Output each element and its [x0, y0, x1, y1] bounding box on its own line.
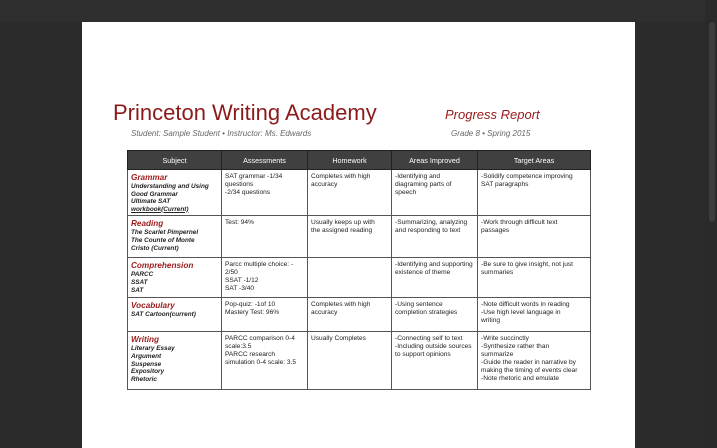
cell-line: -Guide the reader in narrative by: [481, 359, 576, 367]
areas-improved-cell: [392, 258, 478, 298]
areas-improved-cell: [392, 170, 478, 216]
areas-improved-cell: [392, 216, 478, 258]
cell-line: to support opinions: [395, 351, 451, 359]
subject-item: Understanding and Using: [131, 183, 209, 190]
table-row: [128, 332, 591, 390]
subject-name: Comprehension: [131, 261, 194, 271]
areas-improved-cell: [392, 332, 478, 390]
subject-name: Writing: [131, 335, 160, 345]
grade-term-line: Grade 8 • Spring 2015: [451, 129, 531, 138]
table-row: [128, 258, 591, 298]
cell-line: Usually keeps up with: [311, 219, 375, 227]
target-areas-cell: [478, 332, 591, 390]
cell-line: -Identifying and supporting: [395, 261, 473, 269]
cell-line: scale:3.5: [225, 343, 252, 351]
homework-cell: [308, 258, 392, 298]
scrollbar[interactable]: [705, 0, 717, 448]
subject-cell: [128, 258, 222, 298]
subject-item: The Scarlet Pimpernel: [131, 229, 199, 237]
subject-name: Vocabulary: [131, 301, 175, 311]
subject-item: Cristo (Current): [131, 244, 179, 252]
cell-line: and responding to text: [395, 227, 461, 235]
table-row: [128, 170, 591, 216]
subject-item: Suspense: [131, 360, 162, 368]
subject-cell: [128, 332, 222, 390]
cell-line: -Work through difficult text: [481, 219, 558, 227]
subject-item: Argument: [131, 352, 162, 360]
cell-line: SAT grammar -1/34: [225, 173, 283, 180]
assessments-cell: [222, 258, 308, 298]
cell-line: -Summarizing, analyzing: [395, 219, 468, 227]
cell-line: simulation 0-4 scale: 3.5: [225, 359, 297, 367]
assessments-cell: [222, 332, 308, 390]
cell-line: -Using sentence: [395, 301, 443, 309]
cell-line: -Connecting self to text: [395, 335, 463, 343]
cell-line: Completes with high: [311, 301, 371, 309]
target-areas-cell: [478, 216, 591, 258]
cell-line: PARCC research: [225, 351, 276, 359]
areas-improved-cell: [392, 298, 478, 332]
cell-line: -2/34 questions: [225, 189, 271, 196]
cell-line: questions: [225, 181, 254, 188]
subject-item: SSAT: [131, 278, 148, 286]
subject-item: PARCC: [131, 271, 154, 279]
cell-line: -Including outside sources: [395, 343, 472, 351]
report-label: Progress Report: [445, 107, 540, 122]
header-subject: Subject: [128, 151, 222, 170]
cell-line: -Note difficult words in reading: [481, 301, 570, 309]
cell-line: existence of theme: [395, 269, 451, 277]
cell-line: the assigned reading: [311, 227, 373, 235]
cell-line: -Synthesize rather than: [481, 343, 550, 351]
table-row: [128, 216, 591, 258]
subject-item: Literary Essay: [131, 345, 175, 353]
cell-line: Test: 94%: [225, 219, 254, 227]
header-areas-improved: Areas Improved: [392, 151, 478, 170]
cell-line: Mastery Test: 96%: [225, 309, 280, 317]
subject-item: Ultimate SAT: [131, 198, 171, 206]
target-areas-cell: [478, 298, 591, 332]
cell-line: making the timing of events clear: [481, 367, 578, 375]
cell-line: Parcc multiple choice: -: [225, 261, 294, 269]
subject-name: Reading: [131, 219, 164, 229]
subject-item: workbook(Current): [131, 205, 189, 213]
cell-line: Pop-quiz: -1of 10: [225, 301, 276, 309]
cell-line: diagraming parts of: [395, 181, 452, 188]
cell-line: Completes with high: [311, 173, 371, 180]
target-areas-cell: [478, 258, 591, 298]
subject-item: The Counte of Monte: [131, 236, 195, 244]
header-assessments: Assessments: [222, 151, 308, 170]
cell-line: Usually Completes: [311, 335, 366, 343]
header-target-areas: Target Areas: [478, 151, 591, 170]
assessments-cell: [222, 298, 308, 332]
cell-line: -Identifying and: [395, 173, 441, 180]
cell-line: accuracy: [311, 309, 338, 317]
cell-line: passages: [481, 227, 510, 235]
subject-item: Expository: [131, 368, 165, 376]
cell-line: -Be sure to give insight, not just: [481, 261, 573, 269]
table-row: [128, 298, 591, 332]
homework-cell: [308, 332, 392, 390]
subject-item: Good Grammar: [131, 190, 178, 198]
target-areas-cell: [478, 170, 591, 216]
assessments-cell: [222, 216, 308, 258]
subject-item: Rhetoric: [131, 375, 157, 383]
scrollbar-thumb[interactable]: [709, 22, 715, 222]
cell-line: PARCC comparison 0-4: [225, 335, 295, 343]
cell-line: completion strategies: [395, 309, 458, 317]
cell-line: -Write succinctly: [481, 335, 529, 343]
cell-line: -Note rhetoric and emulate: [481, 375, 560, 383]
assessments-cell: [222, 170, 308, 216]
cell-line: speech: [395, 189, 417, 196]
student-instructor-line: Student: Sample Student • Instructor: Ms. Edwards: [131, 129, 312, 138]
homework-cell: [308, 298, 392, 332]
cell-line: writing: [481, 317, 501, 325]
cell-line: summarize: [481, 351, 514, 359]
cell-line: 2/50: [225, 269, 238, 277]
document-page: [82, 22, 635, 448]
table-header-row: [128, 151, 591, 170]
cell-line: accuracy: [311, 181, 338, 188]
page-title: Princeton Writing Academy: [113, 100, 377, 125]
header-homework: Homework: [308, 151, 392, 170]
cell-line: SSAT -1/12: [225, 277, 259, 285]
cell-line: SAT paragraphs: [481, 181, 529, 188]
subject-item: SAT: [131, 286, 144, 294]
cell-line: SAT -3/40: [225, 285, 255, 293]
subject-cell: [128, 170, 222, 216]
homework-cell: [308, 216, 392, 258]
cell-line: -Use high level language in: [481, 309, 561, 317]
subject-name: Grammar: [131, 173, 168, 182]
subject-cell: [128, 216, 222, 258]
homework-cell: [308, 170, 392, 216]
cell-line: summaries: [481, 269, 514, 277]
cell-line: -Solidify competence improving: [481, 173, 573, 180]
progress-table: [127, 150, 591, 390]
subject-cell: [128, 298, 222, 332]
subject-item: SAT Cartoon(current): [131, 311, 196, 319]
viewer-toolbar: [0, 0, 717, 22]
